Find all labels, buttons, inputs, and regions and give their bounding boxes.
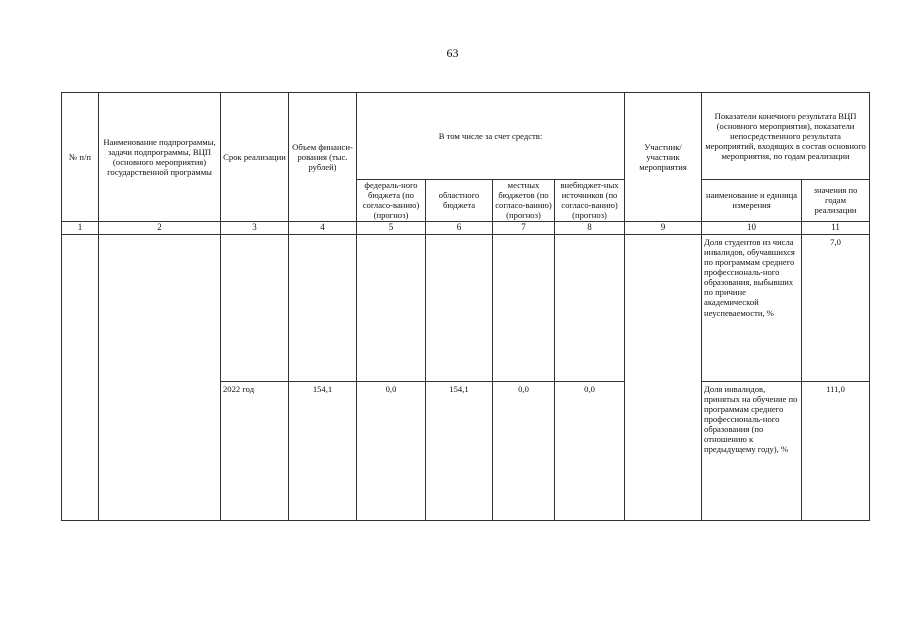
column-number: 4	[289, 221, 357, 234]
extrabudget-cell: 0,0	[555, 381, 625, 520]
header-col-name: Наименование подпрограммы, задачи подпрограммы, ВЦП (основного мероприятия) государственной программы	[99, 93, 221, 222]
header-group-indicators: Показатели конечного результата ВЦП (основного мероприятия), показатели непосредственного результата мероприятий, входящих в состав основного мероприятия, по годам реализации	[702, 93, 870, 180]
table-row	[62, 234, 870, 381]
regional-cell	[426, 234, 493, 381]
indicator-name-cell: Доля студентов из числа инвалидов, обучавшихся по программам среднего профессиональ-ного образования, выбывших по причине академической неуспеваемости, %	[702, 234, 802, 381]
header-col-extrabudget: внебюджет-ных источников (по согласо-ванию) (прогноз)	[555, 180, 625, 222]
indicator-value-cell: 111,0	[802, 381, 870, 520]
header-col-period: Срок реализации	[221, 93, 289, 222]
volume-cell	[289, 234, 357, 381]
period-cell	[221, 234, 289, 381]
header-group-sources: В том числе за счет средств:	[357, 93, 625, 180]
column-number: 11	[802, 221, 870, 234]
federal-cell	[357, 234, 426, 381]
extrabudget-cell	[555, 234, 625, 381]
indicator-value-cell: 7,0	[802, 234, 870, 381]
header-row	[62, 93, 870, 180]
header-col-federal: федераль-ного бюджета (по согласо-ванию) (прогноз)	[357, 180, 426, 222]
column-number: 3	[221, 221, 289, 234]
page-number: 63	[446, 46, 459, 60]
local-cell	[493, 234, 555, 381]
row-number-cell	[62, 234, 99, 520]
participant-cell	[625, 234, 702, 520]
column-number: 1	[62, 221, 99, 234]
header-col-indicator-name: наименование и единица измерения	[702, 180, 802, 222]
header-col-local: местных бюджетов (по согласо-ванию) (прогноз)	[493, 180, 555, 222]
regional-cell: 154,1	[426, 381, 493, 520]
column-number: 9	[625, 221, 702, 234]
local-cell: 0,0	[493, 381, 555, 520]
column-number: 8	[555, 221, 625, 234]
column-number: 7	[493, 221, 555, 234]
header-col-participant: Участник/ участник мероприятия	[625, 93, 702, 222]
column-number: 6	[426, 221, 493, 234]
header-col-number: № п/п	[62, 93, 99, 222]
header-col-regional: областного бюджета	[426, 180, 493, 222]
indicator-name-cell: Доля инвалидов, принятых на обучение по программам среднего профессиональ-ного образования (по отношению к предыдущему году), %	[702, 381, 802, 520]
program-table	[61, 92, 870, 521]
header-col-volume: Объем финанси-рования (тыс. рублей)	[289, 93, 357, 222]
federal-cell: 0,0	[357, 381, 426, 520]
volume-cell: 154,1	[289, 381, 357, 520]
row-name-cell	[99, 234, 221, 520]
header-col-indicator-value: значения по годам реализации	[802, 180, 870, 222]
column-number: 5	[357, 221, 426, 234]
period-cell: 2022 год	[221, 381, 289, 520]
column-number: 10	[702, 221, 802, 234]
column-number: 2	[99, 221, 221, 234]
column-number-row	[62, 221, 870, 234]
